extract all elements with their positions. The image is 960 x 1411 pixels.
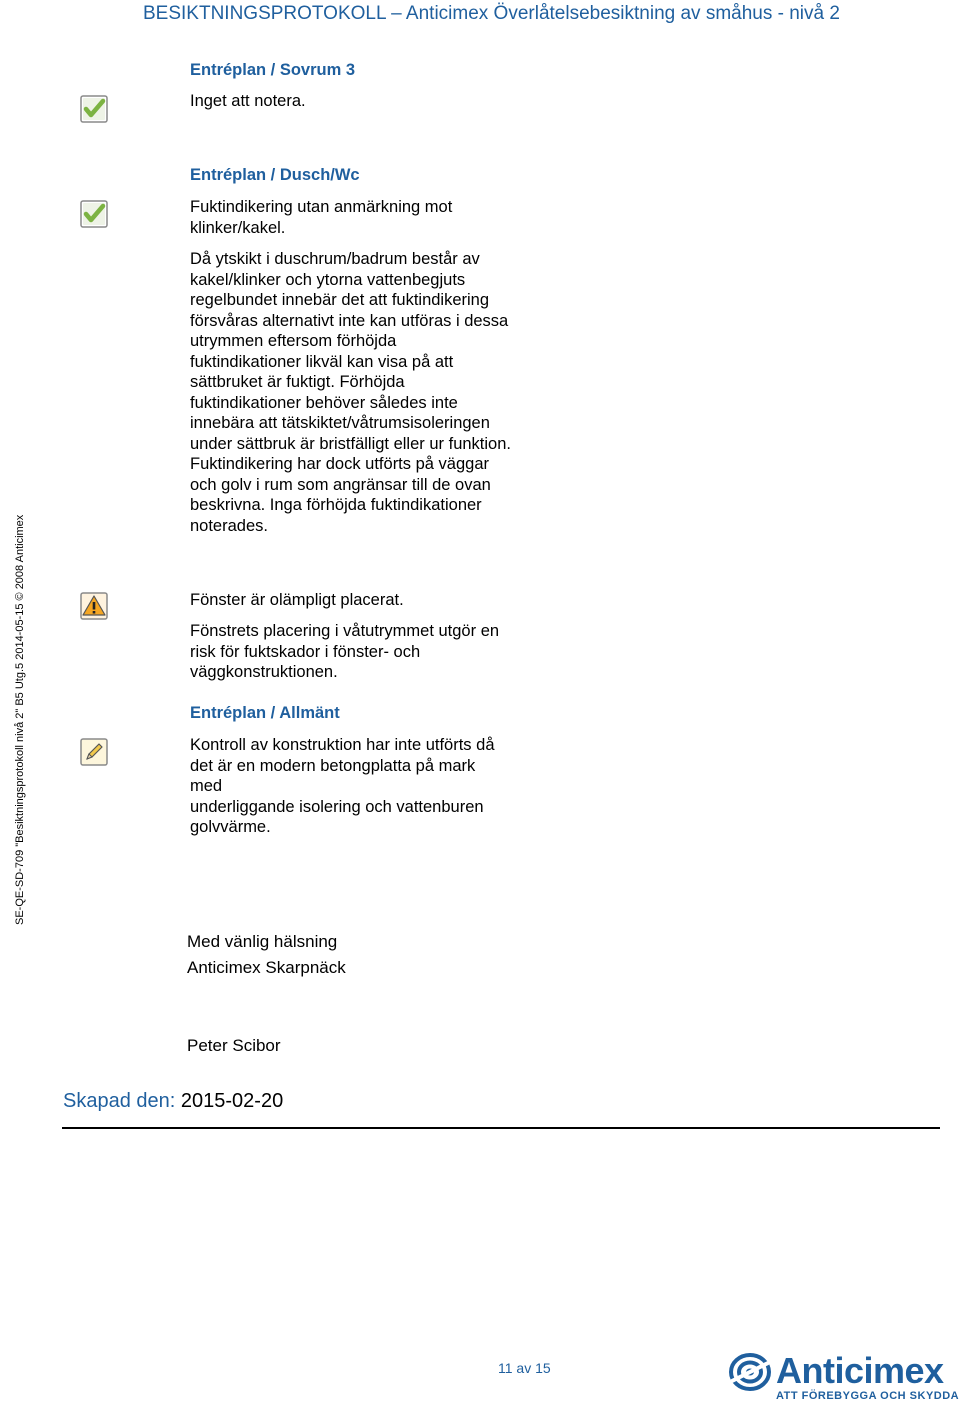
anticimex-logo-mark (728, 1352, 772, 1392)
dusch-explanation-text: Då ytskikt i duschrum/badrum består av kakel/klinker och ytorna vattenbegjuts regelbundet innebär det att fuktindikering försvåras alternativt inte kan utföras i dessa utrymmen eftersom förhöjda fuktindikationer likväl kan visa på att sättbruket är fuktigt. Förhöjda fuktindikationer behöver således inte innebära att tätskiktet/våtrumsisoleringen under sättbruk är bristfälligt eller ur funktion. Fuktindikering har dock utförts på väggar och golv i rum som angränsar till de ovan beskrivna. Inga förhöjda fuktindikationer noterades. (190, 250, 511, 535)
logo-tagline: ATT FÖREBYGGA OCH SKYDDA (776, 1390, 960, 1402)
created-label: Skapad den: (63, 1090, 176, 1112)
footer-divider (62, 1127, 940, 1129)
document-header-title: BESIKTNINGSPROTOKOLL – Anticimex Överlåtelsebesiktning av småhus - nivå 2 (143, 3, 840, 24)
created-date-line (63, 1090, 283, 1113)
check-icon (80, 200, 108, 228)
anticimex-logo (728, 1350, 960, 1406)
pencil-icon (80, 738, 108, 766)
closing-signer: Peter Scibor (187, 1036, 281, 1055)
warning-icon (80, 592, 108, 620)
closing-company: Anticimex Skarpnäck (187, 958, 346, 977)
created-date: 2015-02-20 (180, 1090, 284, 1112)
document-reference-note: SE-QE-SD-709 "Besiktningsprotokoll nivå 2" B5 Utg.5 2014-05-15 © 2008 Anticimex (14, 514, 26, 925)
dusch-moisture-text: Fuktindikering utan anmärkning mot klinker/kakel. (190, 198, 453, 237)
sovrum3-text: Inget att notera. (190, 92, 306, 110)
closing-greeting: Med vänlig hälsning (187, 932, 338, 951)
allmant-text: Kontroll av konstruktion har inte utförts då det är en modern betongplatta på mark med underliggande isolering och vattenburen golvvärme. (190, 736, 495, 836)
logo-name: Anticimex (776, 1350, 944, 1391)
warning-title: Fönster är olämpligt placerat. (190, 591, 404, 609)
check-icon (80, 95, 108, 123)
section-heading-sovrum3: Entréplan / Sovrum 3 (190, 61, 356, 79)
section-heading-allmant: Entréplan / Allmänt (190, 704, 340, 722)
warning-text: Fönstrets placering i våtutrymmet utgör en risk för fuktskador i fönster- och väggkonstruktionen. (190, 622, 500, 681)
page-number: 11 av 15 (498, 1360, 551, 1376)
section-heading-dusch: Entréplan / Dusch/Wc (190, 166, 360, 184)
